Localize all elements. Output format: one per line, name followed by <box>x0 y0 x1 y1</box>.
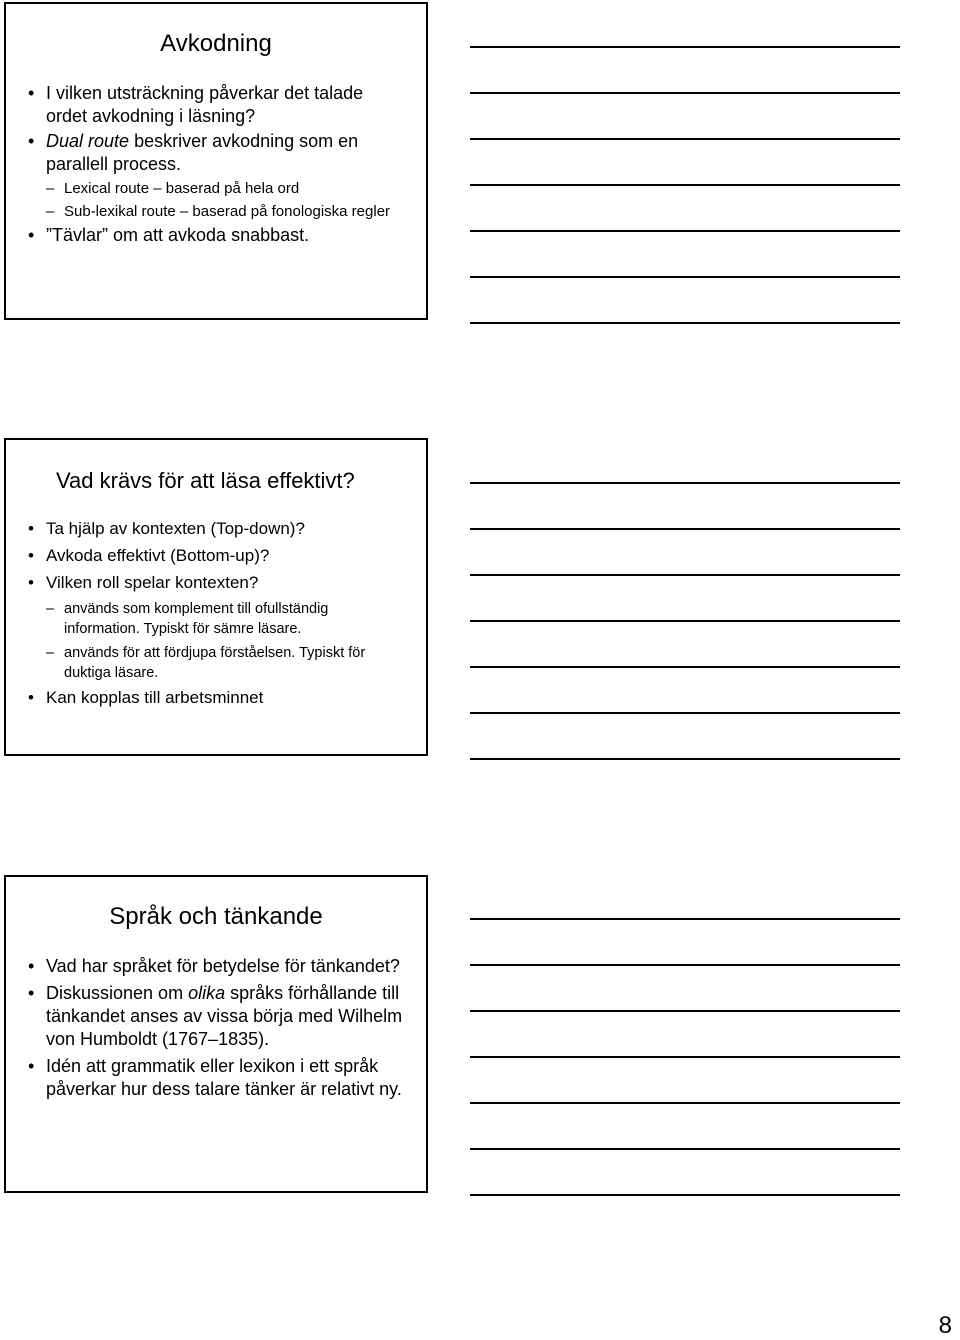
note-line <box>470 230 900 232</box>
bullet-item <box>28 572 406 594</box>
bullet-text: Vad har språket för betydelse för tänkandet? <box>46 956 400 976</box>
bullet-text: språks förhållande till tänkandet anses av vissa börja med Wilhelm von Humboldt (1767–1835). <box>46 983 403 1049</box>
sub-bullet-item <box>28 599 406 639</box>
bullet-item <box>28 982 406 1051</box>
bullet-item <box>28 545 406 567</box>
bullet-item <box>28 518 406 540</box>
page-number: 8 <box>938 1312 952 1339</box>
bullet-text: beskriver avkodning som en parallell process. <box>46 131 359 174</box>
slide-title: Språk och tänkande <box>109 903 323 930</box>
slide-title: Vad krävs för att läsa effektivt? <box>56 468 355 493</box>
bullet-text: I vilken utsträckning påverkar det talade ordet avkodning i läsning? <box>46 83 364 126</box>
note-line <box>470 46 900 48</box>
slide-sprak-och-tankande <box>4 875 428 1193</box>
note-line <box>470 1148 900 1150</box>
sub-bullet-item <box>28 178 406 199</box>
note-line <box>470 1010 900 1012</box>
note-line <box>470 666 900 668</box>
bullet-text: Kan kopplas till arbetsminnet <box>46 688 264 707</box>
slide-title: Avkodning <box>160 30 272 57</box>
bullet-item <box>28 955 406 978</box>
note-line <box>470 1102 900 1104</box>
slide-avkodning <box>4 2 428 320</box>
bullet-text: Vilken roll spelar kontexten? <box>46 573 259 592</box>
note-line <box>470 528 900 530</box>
note-line <box>470 1194 900 1196</box>
bullet-item <box>28 224 406 247</box>
bullet-text: Avkoda effektivt (Bottom-up)? <box>46 546 270 565</box>
note-line <box>470 712 900 714</box>
note-line <box>470 184 900 186</box>
note-line <box>470 964 900 966</box>
bullet-text: Idén att grammatik eller lexikon i ett språk påverkar hur dess talare tänker är relativt ny. <box>46 1056 402 1099</box>
bullet-list <box>28 518 406 714</box>
bullet-text: används som komplement till ofullständig information. Typiskt för sämre läsare. <box>64 601 329 637</box>
note-line <box>470 276 900 278</box>
bullet-item <box>28 687 406 709</box>
note-line <box>470 138 900 140</box>
bullet-text: Ta hjälp av kontexten (Top-down)? <box>46 519 305 538</box>
note-line <box>470 482 900 484</box>
note-line <box>470 758 900 760</box>
bullet-list <box>28 955 406 1105</box>
bullet-text: Dual route <box>46 131 130 151</box>
bullet-text: olika <box>188 983 226 1003</box>
bullet-list <box>28 82 406 249</box>
bullet-text: Lexical route – baserad på hela ord <box>64 180 300 197</box>
note-line <box>470 620 900 622</box>
slide-vad-kravs <box>4 438 428 756</box>
bullet-text: används för att fördjupa förståelsen. Typiskt för duktiga läsare. <box>64 645 366 681</box>
bullet-item <box>28 82 406 128</box>
bullet-item <box>28 1055 406 1101</box>
bullet-item <box>28 130 406 176</box>
note-line <box>470 918 900 920</box>
note-line <box>470 1056 900 1058</box>
note-line <box>470 574 900 576</box>
bullet-text: Diskussionen om <box>46 983 189 1003</box>
note-line <box>470 92 900 94</box>
sub-bullet-item <box>28 201 406 222</box>
bullet-text: ”Tävlar” om att avkoda snabbast. <box>46 225 310 245</box>
note-line <box>470 322 900 324</box>
sub-bullet-item <box>28 643 406 683</box>
bullet-text: Sub-lexikal route – baserad på fonologiska regler <box>64 203 391 220</box>
